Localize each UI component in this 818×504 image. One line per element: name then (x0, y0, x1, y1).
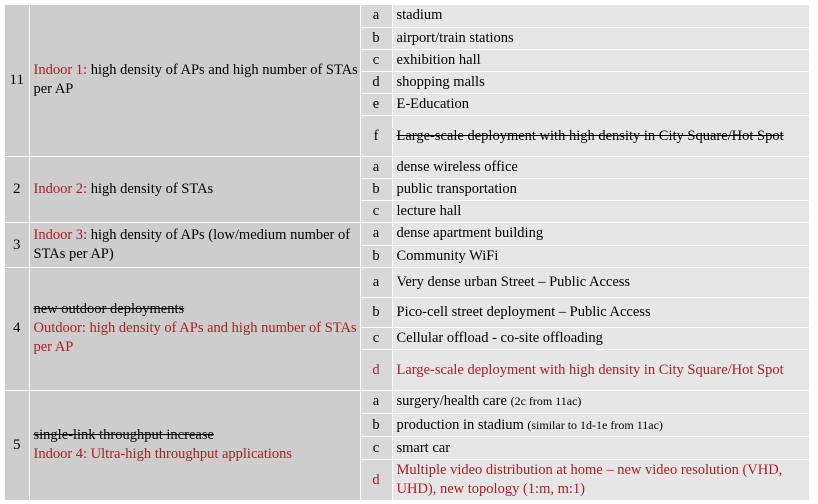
item-text (392, 390, 809, 413)
item-letter: c (360, 437, 392, 460)
group-title-struck: single-link throughput increase (33, 427, 214, 444)
item-letter: b (360, 245, 392, 267)
item-text: shopping malls (392, 72, 809, 94)
item-note: (similar to 1d-1e from 11ac) (527, 417, 663, 432)
group-number: 3 (5, 223, 29, 267)
item-text: lecture hall (392, 201, 809, 223)
group-number: 4 (5, 267, 29, 390)
item-letter: a (360, 267, 392, 297)
item-text: Community WiFi (392, 245, 809, 267)
group-title-prefix: Indoor 1: (33, 62, 88, 79)
table-row (5, 223, 809, 245)
item-letter: b (360, 27, 392, 49)
item-text: dense apartment building (392, 223, 809, 245)
item-text: Very dense urban Street – Public Access (392, 267, 809, 297)
item-letter: a (360, 390, 392, 413)
group-title-prefix: Indoor 2: (33, 181, 88, 198)
group-number: 11 (5, 5, 29, 156)
table-row (5, 156, 809, 178)
item-letter: d (360, 350, 392, 390)
group-title-struck: new outdoor deployments (33, 301, 185, 318)
item-text: dense wireless office (392, 156, 809, 178)
item-letter: d (360, 460, 392, 501)
item-letter: c (360, 49, 392, 71)
item-letter: e (360, 94, 392, 116)
group-title-red: Outdoor: high density of APs and high number of STAs per AP (33, 320, 357, 356)
item-text: airport/train stations (392, 27, 809, 49)
item-text: stadium (392, 5, 809, 27)
item-text: Large-scale deployment with high density in City Square/Hot Spot (392, 116, 809, 156)
usage-scenarios-table (5, 5, 809, 501)
group-title-prefix: Indoor 3: (33, 227, 88, 244)
group-number: 2 (5, 156, 29, 223)
group-description (29, 390, 360, 500)
item-letter: b (360, 178, 392, 200)
item-letter: a (360, 5, 392, 27)
item-text: exhibition hall (392, 49, 809, 71)
item-main-text: surgery/health care (396, 393, 511, 410)
group-title-text: high density of APs (low/medium number of STAs per AP) (33, 227, 351, 263)
item-note: (2c from 11ac) (510, 394, 582, 409)
item-text: E-Education (392, 94, 809, 116)
item-letter: f (360, 116, 392, 156)
table-row (5, 390, 809, 413)
group-title-red: Indoor 4: Ultra-high throughput applications (33, 446, 293, 463)
item-text: Multiple video distribution at home – new video resolution (VHD, UHD), new topology (1:m, m:1) (392, 460, 809, 501)
item-text: public transportation (392, 178, 809, 200)
group-description (29, 223, 360, 267)
item-letter: a (360, 156, 392, 178)
group-title-text: high density of STAs (87, 181, 214, 198)
item-text: smart car (392, 437, 809, 460)
item-letter: d (360, 72, 392, 94)
item-main-text: production in stadium (396, 416, 528, 433)
group-number: 5 (5, 390, 29, 500)
item-text: Pico-cell street deployment – Public Access (392, 298, 809, 328)
table-row (5, 5, 809, 27)
item-letter: b (360, 414, 392, 437)
item-letter: a (360, 223, 392, 245)
item-letter: b (360, 298, 392, 328)
group-description (29, 5, 360, 156)
item-text (392, 414, 809, 437)
group-description (29, 267, 360, 390)
item-text: Large-scale deployment with high density in City Square/Hot Spot (392, 350, 809, 390)
group-description (29, 156, 360, 223)
item-letter: c (360, 328, 392, 350)
group-title-text: high density of APs and high number of STAs per AP (33, 62, 358, 98)
item-text: Cellular offload - co-site offloading (392, 328, 809, 350)
item-letter: c (360, 201, 392, 223)
table-row (5, 267, 809, 297)
